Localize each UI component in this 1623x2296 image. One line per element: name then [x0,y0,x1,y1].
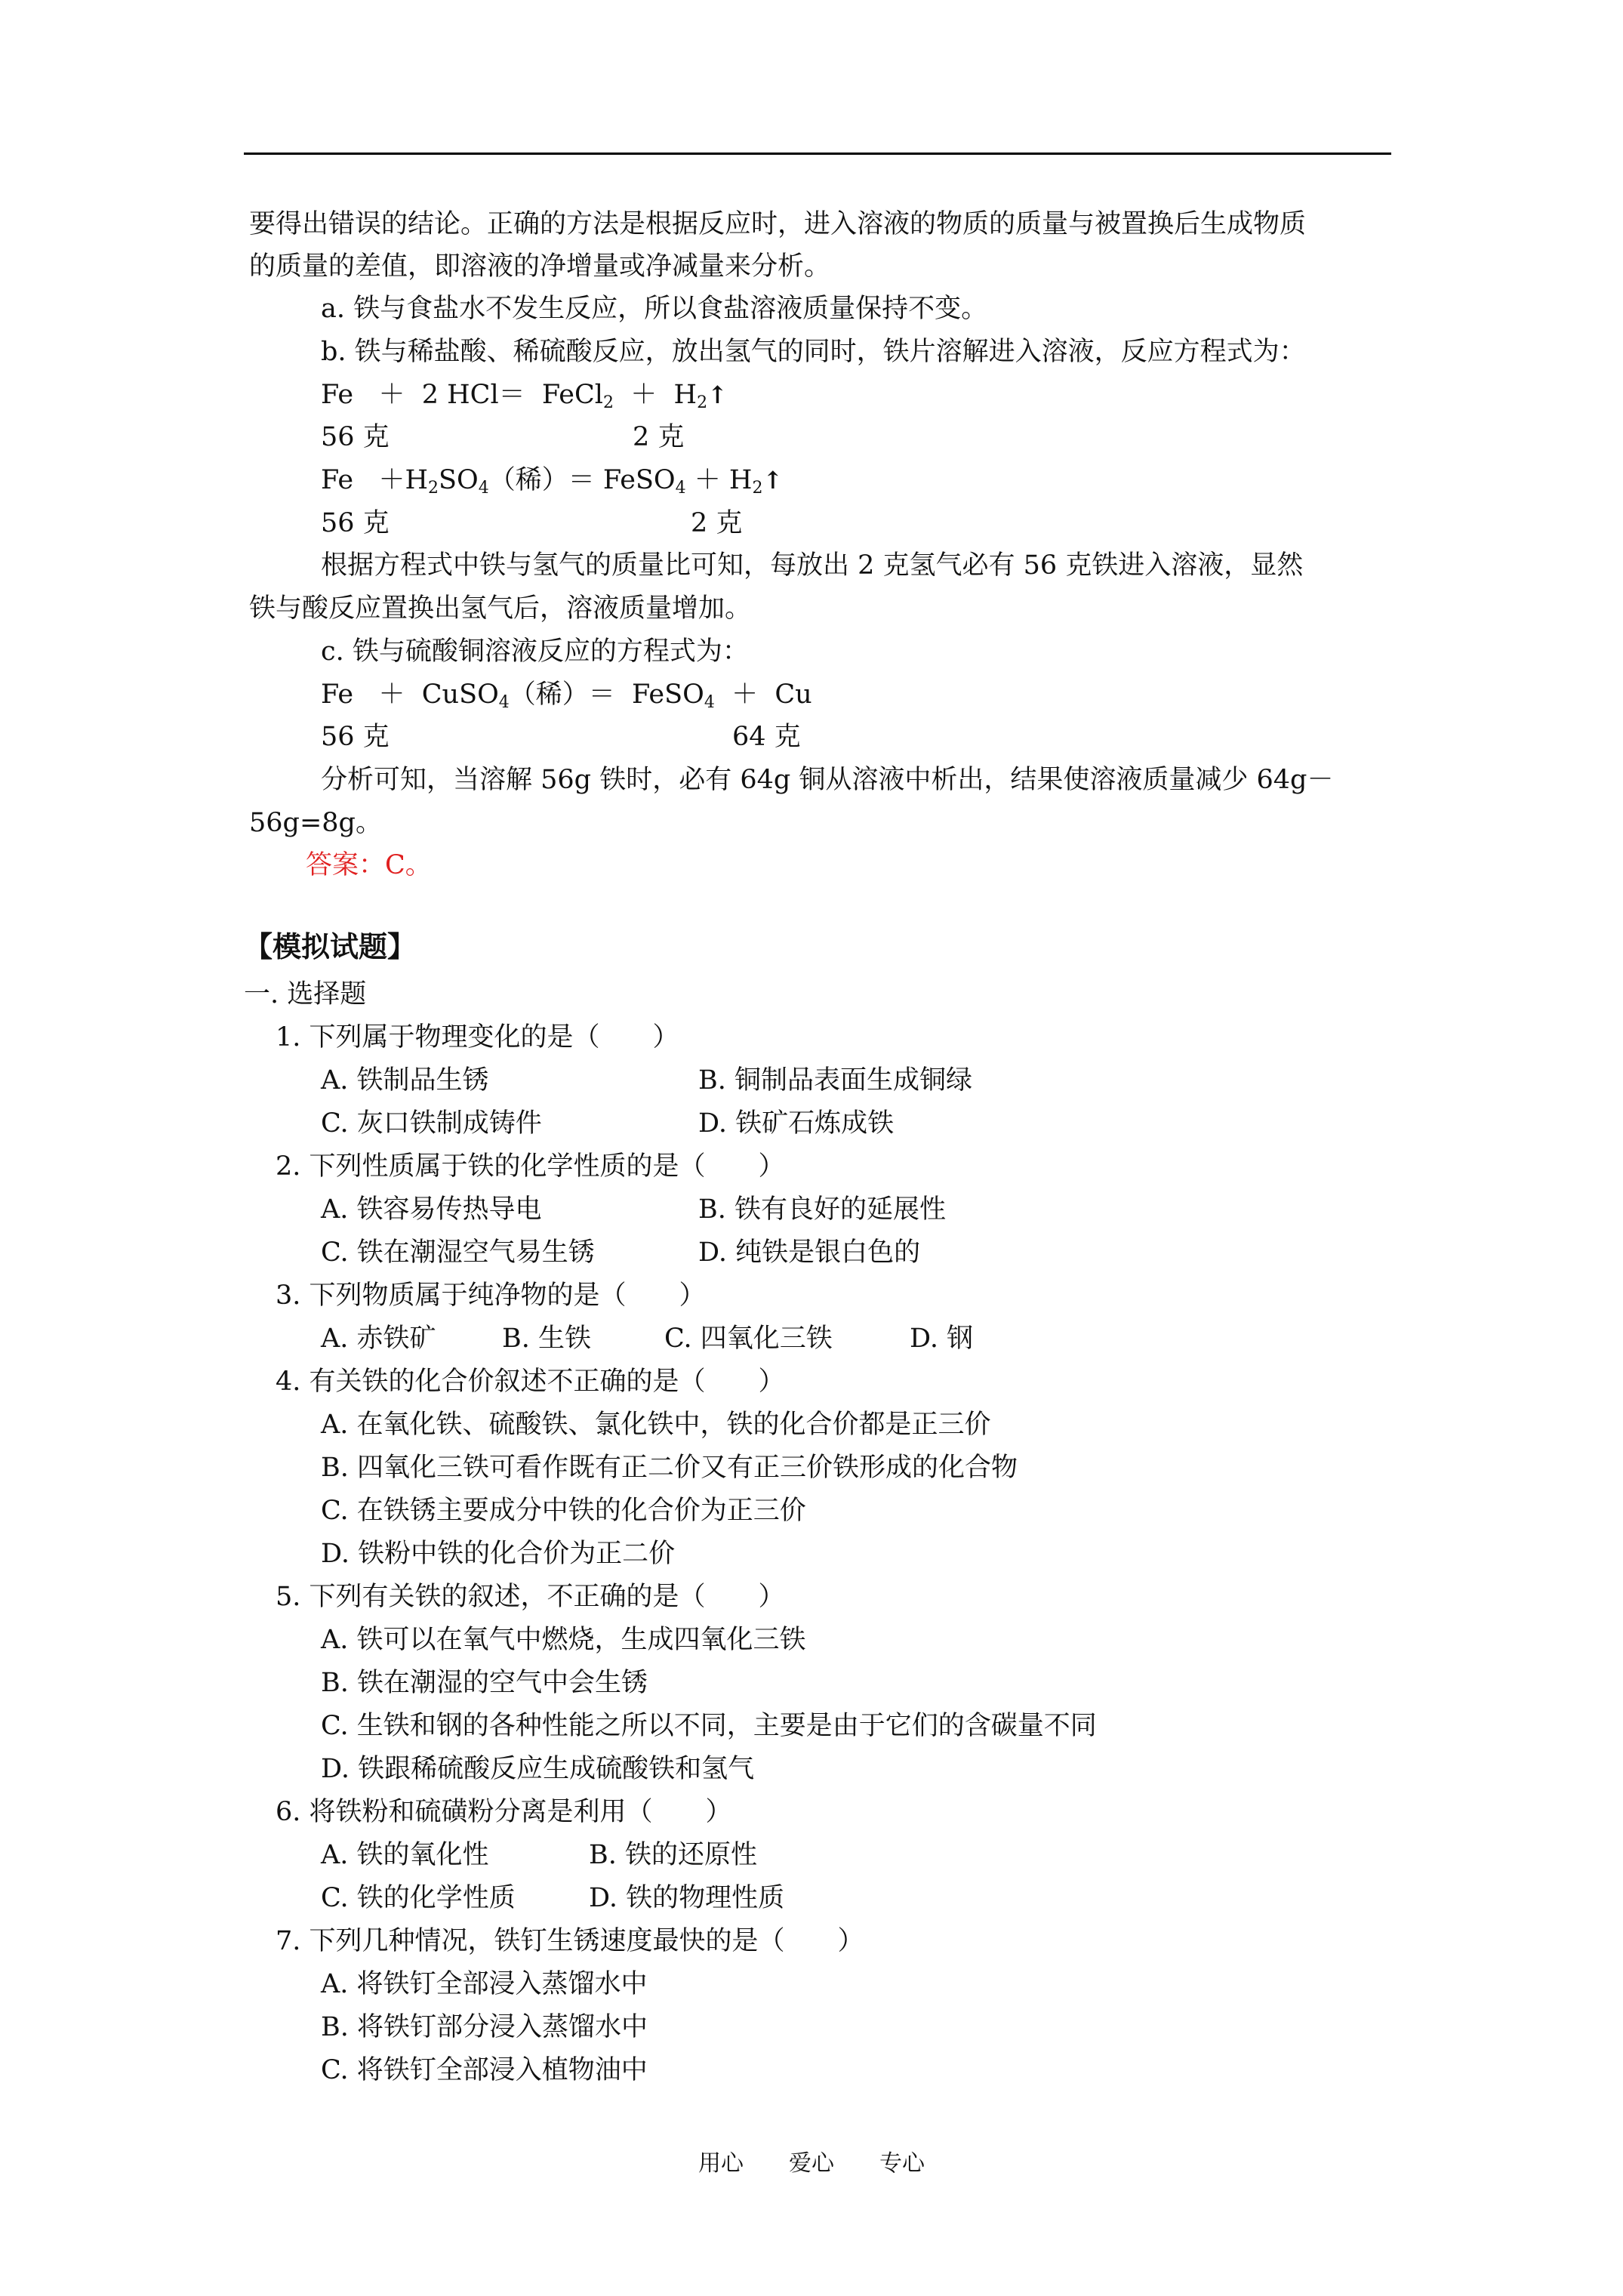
question-stem: 3. 下列物质属于纯净物的是（ ） [276,1281,706,1311]
analysis-item-b: b. 铁与稀盐酸、稀硫酸反应，放出氢气的同时，铁片溶解进入溶液，反应方程式为： [321,337,1306,367]
equation-h2so4 [321,464,783,497]
part-title: 一. 选择题 [244,979,367,1009]
eq1-fe: Fe [321,380,354,410]
option-b: B. 生铁 [502,1324,591,1354]
option-a: A. 铁的氧化性 [321,1840,489,1870]
eq3-plus: ＋ [378,680,405,710]
final-line-1: 分析可知，当溶解 56g 铁时，必有 64g 铜从溶液中析出，结果使溶液质量减少 64g－ [321,765,1334,795]
eq1-hcl: 2 HCl＝ [421,380,525,410]
option-c: C. 在铁锈主要成分中铁的化合价为正三价 [321,1496,806,1526]
option-d: D. 铁粉中铁的化合价为正二价 [321,1539,676,1569]
eq1-plus-2: ＋ [630,380,658,410]
option-c: C. 灰口铁制成铸件 [321,1108,542,1139]
option-c: C. 四氧化三铁 [664,1324,833,1354]
header-rule [244,153,1391,155]
option-c: C. 铁的化学性质 [321,1883,516,1913]
analysis-line-2: 的质量的差值，即溶液的净增量或净减量来分析。 [249,251,831,282]
option-b: B. 铁的还原性 [589,1840,757,1870]
question-stem: 7. 下列几种情况，铁钉生锈速度最快的是（ ） [276,1926,864,1956]
eq3-cu: Cu [775,680,812,710]
conclusion-line-1: 根据方程式中铁与氢气的质量比可知，每放出 2 克氢气必有 56 克铁进入溶液，显然 [321,550,1304,581]
eq2-h2: $H_2$ [728,465,763,498]
option-a: A. 铁容易传热导电 [321,1194,542,1225]
analysis-line-1: 要得出错误的结论。正确的方法是根据反应时，进入溶液的物质的质量与被置换后生成物质 [249,209,1307,239]
option-d: D. 纯铁是银白色的 [698,1237,921,1268]
question-stem: 1. 下列属于物理变化的是（ ） [276,1022,679,1052]
eq2-fe: Fe [321,465,354,495]
question-stem: 2. 下列性质属于铁的化学性质的是（ ） [276,1151,785,1182]
option-b: B. 铁有良好的延展性 [698,1194,946,1225]
mass-cu-3: 64 克 [732,722,801,752]
mass-fe-1: 56 克 [321,422,390,452]
page-footer: 用心 爱心 专心 [698,2150,925,2177]
eq1-plus: ＋ [378,380,405,410]
question-stem: 6. 将铁粉和硫磺粉分离是利用（ ） [276,1797,732,1827]
conclusion-line-2: 铁与酸反应置换出氢气后，溶液质量增加。 [249,593,752,624]
option-d: D. 钢 [910,1324,974,1354]
question-stem: 5. 下列有关铁的叙述，不正确的是（ ） [276,1582,785,1612]
option-c: C. 生铁和钢的各种性能之所以不同，主要是由于它们的含碳量不同 [321,1711,1097,1741]
eq3-feso4: FeSO$_4$ [632,680,715,712]
eq1-h2: $H_2$ [673,380,708,412]
option-d: D. 铁的物理性质 [589,1883,785,1913]
option-a: A. 铁制品生锈 [321,1065,489,1096]
answer-label: 答案： [306,850,386,880]
option-a: A. 将铁钉全部浸入蒸馏水中 [321,1969,648,1999]
eq3-cuso4: CuSO$_4$ [421,680,510,712]
option-b: B. 铁在潮湿的空气中会生锈 [321,1668,648,1698]
gas-arrow-icon: ↑ [762,466,784,495]
gas-arrow-icon: ↑ [707,381,728,409]
final-line-2: 56g=8g。 [249,808,382,838]
eq2-plus: ＋ [378,465,405,495]
option-c: C. 将铁钉全部浸入植物油中 [321,2055,648,2085]
equation-hcl [321,378,728,411]
eq3-dilute: （稀）＝ [509,680,615,710]
option-b: B. 将铁钉部分浸入蒸馏水中 [321,2012,648,2042]
option-d: D. 铁矿石炼成铁 [698,1108,895,1139]
option-b: B. 铜制品表面生成铜绿 [698,1065,972,1096]
eq2-feso4: FeSO$_4$ [602,465,686,498]
analysis-item-c: c. 铁与硫酸铜溶液反应的方程式为： [321,636,749,667]
eq3-fe: Fe [321,680,354,710]
eq3-plus-2: ＋ [731,680,759,710]
mass-h-1: 2 克 [633,422,685,452]
mass-h-2: 2 克 [691,508,743,538]
option-a: A. 铁可以在氧气中燃烧，生成四氧化三铁 [321,1625,806,1655]
eq2-h2so4: $H_2SO_4$ [405,465,489,498]
option-d: D. 铁跟稀硫酸反应生成硫酸铁和氢气 [321,1754,755,1784]
option-c: C. 铁在潮湿空气易生锈 [321,1237,595,1268]
analysis-item-a: a. 铁与食盐水不发生反应，所以食盐溶液质量保持不变。 [321,294,988,324]
eq2-dilute: （稀）＝ [488,465,595,495]
option-a: A. 赤铁矿 [321,1324,436,1354]
mass-fe-3: 56 克 [321,722,390,752]
answer [306,849,432,882]
answer-value: C。 [385,850,432,880]
option-a: A. 在氧化铁、硫酸铁、氯化铁中，铁的化合价都是正三价 [321,1410,991,1440]
question-stem: 4. 有关铁的化合价叙述不正确的是（ ） [276,1367,785,1397]
section-title: 【模拟试题】 [244,929,417,963]
eq1-fecl2: FeCl$_2$ [541,380,614,412]
mass-fe-2: 56 克 [321,508,390,538]
option-b: B. 四氧化三铁可看作既有正二价又有正三价铁形成的化合物 [321,1453,1018,1483]
equation-cuso4 [321,678,812,711]
eq2-plus-2: ＋ [694,465,721,495]
